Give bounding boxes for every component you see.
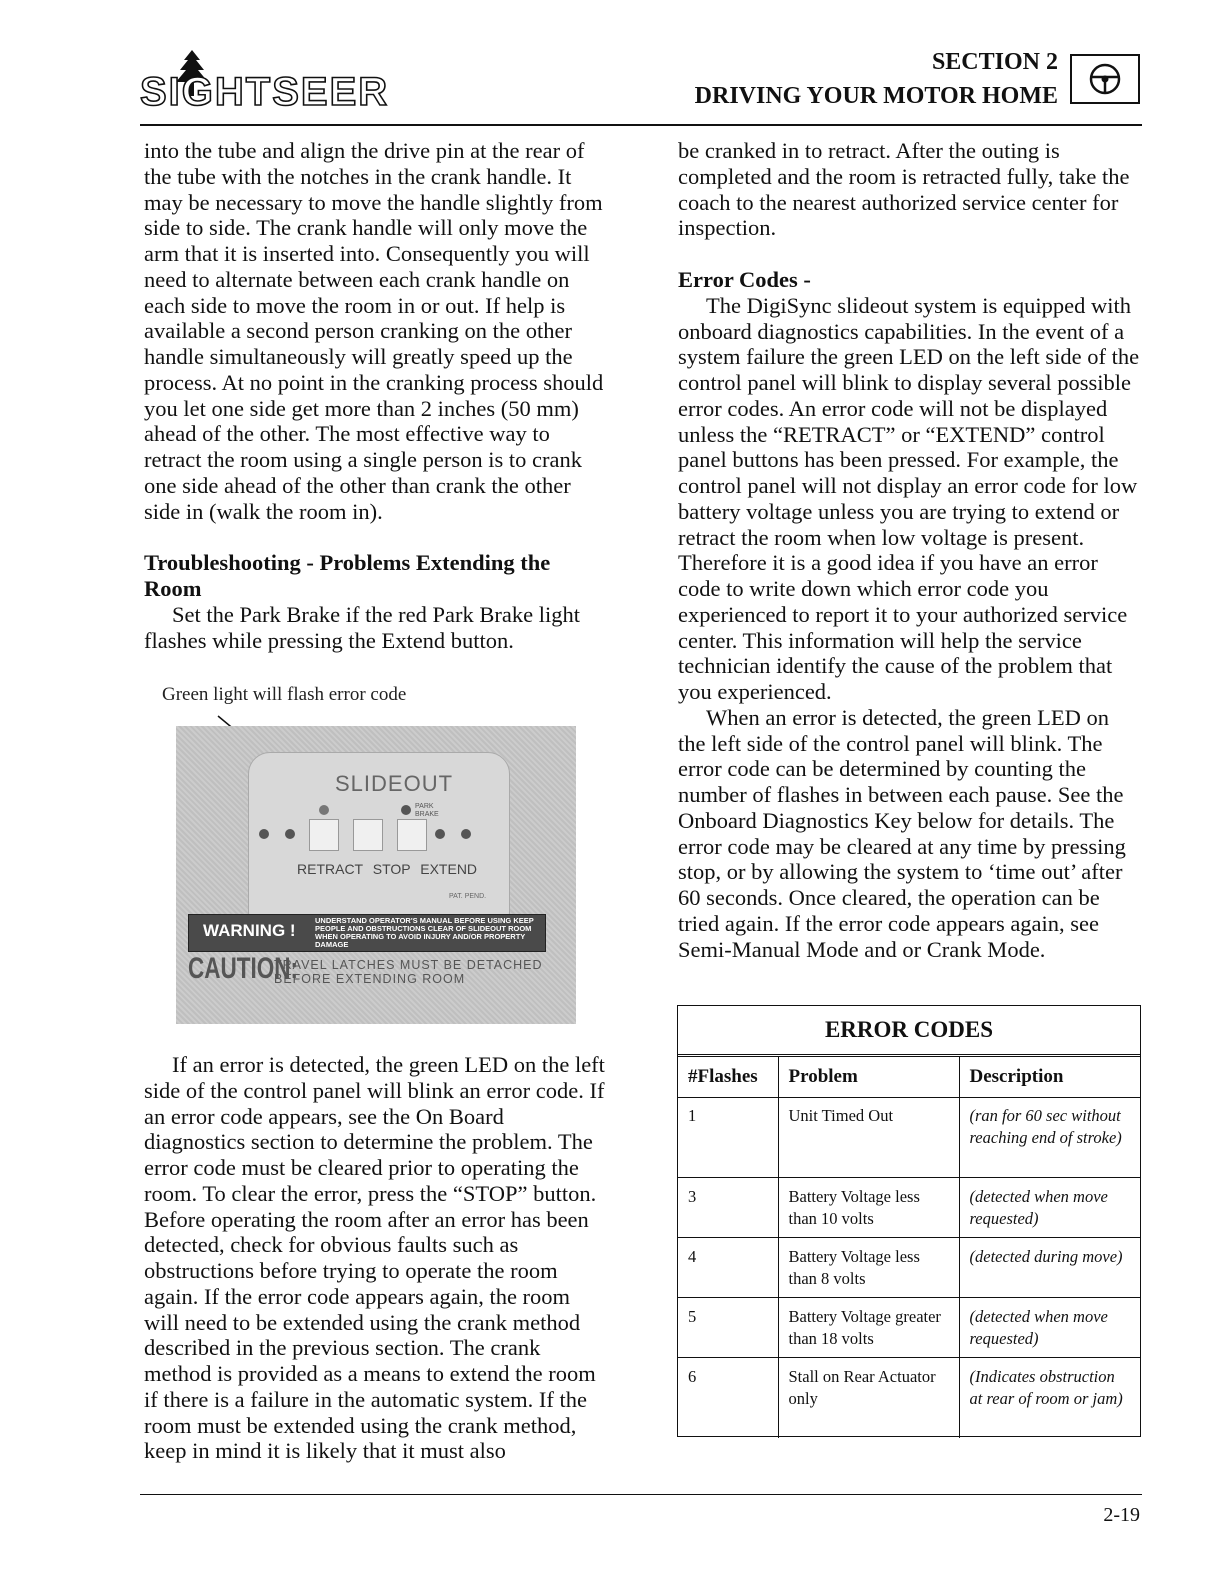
steering-wheel-icon bbox=[1088, 62, 1122, 96]
problem-cell: Stall on Rear Actuator only bbox=[778, 1358, 959, 1438]
flashes-cell: 6 bbox=[678, 1358, 778, 1438]
table-header-row bbox=[678, 1056, 1140, 1098]
description-cell: (ran for 60 sec without reaching end of stroke) bbox=[959, 1098, 1140, 1178]
body-paragraph: Set the Park Brake if the red Park Brake light flashes while pressing the Extend button. bbox=[144, 601, 581, 653]
warning-text: UNDERSTAND OPERATOR'S MANUAL BEFORE USING KEEP PEOPLE AND OBSTRUCTIONS CLEAR OF SLIDEOUT ROOM WHEN OPERATING TO AVOID INJURY AND/OR PROPERTY DAMAGE bbox=[315, 916, 534, 949]
brand-logo bbox=[140, 50, 440, 114]
body-paragraph: be cranked in to retract. After the outing is completed and the room is retracted fully, take the coach to the nearest authorized service center for inspection. bbox=[678, 138, 1130, 241]
header-cell: Problem bbox=[778, 1056, 959, 1098]
header-cell: Description bbox=[959, 1056, 1140, 1098]
error-codes-heading: Error Codes - bbox=[678, 267, 811, 292]
troubleshooting-heading: Troubleshooting - Problems Extending the Room bbox=[144, 550, 551, 601]
footer-rule bbox=[140, 1494, 1142, 1495]
header-cell: #Flashes bbox=[678, 1056, 778, 1098]
button-labels: RETRACT STOP EXTEND bbox=[297, 861, 478, 877]
caution-line: BEFORE EXTENDING ROOM bbox=[274, 972, 466, 986]
header-rule bbox=[140, 124, 1142, 126]
caution-line: TRAVEL LATCHES MUST BE DETACHED bbox=[274, 958, 543, 972]
description-cell: (Indicates obstruction at rear of room or jam) bbox=[959, 1358, 1140, 1438]
table-row bbox=[678, 1178, 1140, 1238]
control-panel-photo bbox=[176, 726, 576, 1024]
problem-cell: Unit Timed Out bbox=[778, 1098, 959, 1178]
error-table bbox=[678, 1054, 1140, 1438]
patent-label: PAT. PEND. bbox=[449, 893, 487, 900]
table-title: ERROR CODES bbox=[824, 1017, 994, 1042]
right-column bbox=[678, 138, 1142, 962]
indicator-led bbox=[285, 829, 295, 839]
body-paragraph: into the tube and align the drive pin at the rear of the tube with the notches in the crank handle. It may be necessary to move the handle slightly from side to side. The crank handle will only move the arm that it is inserted into. Consequently you will need to alternate between each crank handle on each side to move the room in or out. If help is available a second person cranking on the other handle simultaneously will greatly speed up the process. At no point in the cranking process should you let one side get more than 2 inches (50 mm) ahead of the other. The most effective way to retract the room using a single person is to crank one side ahead of the other than crank the other side in (walk the room in). bbox=[144, 138, 604, 524]
panel-title: SLIDEOUT bbox=[335, 771, 454, 796]
stop-button[interactable] bbox=[353, 819, 383, 851]
body-paragraph: If an error is detected, the green LED on the left side of the control panel will blink an error code. If an error code appears, see the On Board diagnostics section to determine the problem. The error code must be cleared prior to operating the room. To clear the error, press the “STOP” button. Before operating the room after an error has been detected, check for obvious faults such as obstructions before trying to operate the room again. If the error code appears again, the room will need to be extended using the crank method described in the previous section. The crank method is provided as a means to extend the room if there is a failure in the automatic system. If the room must be extended using the crank method, keep in mind it is likely that it must also bbox=[144, 1052, 605, 1464]
table-row bbox=[678, 1098, 1140, 1178]
problem-cell: Battery Voltage greater than 18 volts bbox=[778, 1298, 959, 1358]
flashes-cell: 4 bbox=[678, 1238, 778, 1298]
indicator-led bbox=[461, 829, 471, 839]
table-row bbox=[678, 1358, 1140, 1438]
caution-text bbox=[274, 958, 543, 986]
section-label: SECTION 2 bbox=[931, 49, 1058, 75]
logo-text: SIGHTSEER bbox=[140, 70, 390, 114]
body-paragraph: The DigiSync slideout system is equipped with onboard diagnostics capabilities. In the event of a system failure the green LED on the left side of the control panel will blink to display several possible error codes. An error code will not be displayed unless the “RETRACT” or “EXTEND” control panel buttons has been pressed. For example, the control panel will not display an error code for low battery voltage unless you are trying to extend or retract the room when low voltage is present. Therefore it is a good idea if you have an error code to write down which error code you experienced to report it to your authorized service center. This information will help the service technician identify the cause of the problem that you experienced. bbox=[678, 292, 1140, 704]
error-codes-table bbox=[677, 1005, 1141, 1437]
flashes-cell: 1 bbox=[688, 1106, 697, 1125]
table-row bbox=[678, 1238, 1140, 1298]
left-column-lower bbox=[144, 1052, 606, 1464]
table-row bbox=[678, 1298, 1140, 1358]
park-brake-label: PARK BRAKE bbox=[415, 803, 439, 818]
problem-cell: Battery Voltage less than 10 volts bbox=[778, 1178, 959, 1238]
warning-sticker bbox=[188, 914, 546, 952]
caution-label: CAUTION: bbox=[188, 952, 298, 985]
slideout-control-plate bbox=[248, 752, 510, 934]
retract-button[interactable] bbox=[309, 819, 339, 851]
problem-cell: Battery Voltage less than 8 volts bbox=[778, 1238, 959, 1298]
section-icon-box bbox=[1070, 54, 1140, 104]
park-brake-led bbox=[401, 805, 411, 815]
flashes-cell: 5 bbox=[678, 1298, 778, 1358]
description-cell: (detected when move requested) bbox=[959, 1178, 1140, 1238]
body-paragraph: When an error is detected, the green LED on the left side of the control panel will blink. The error code can be determined by counting the number of flashes in between each pause. See the Onboard Diagnostics Key below for details. The error code may be cleared at any time by pressing stop, or by allowing the system to ‘time out’ after 60 seconds. Once cleared, the operation can be tried again. If the error code appears again, see Semi-Manual Mode and or Crank Mode. bbox=[678, 704, 1126, 962]
green-led bbox=[319, 805, 329, 815]
indicator-led bbox=[259, 829, 269, 839]
extend-button[interactable] bbox=[397, 819, 427, 851]
page-number: 2-19 bbox=[1103, 1504, 1140, 1526]
photo-caption: Green light will flash error code bbox=[162, 684, 407, 705]
flashes-cell: 3 bbox=[678, 1178, 778, 1238]
warning-label: WARNING ! bbox=[203, 921, 296, 940]
section-title: DRIVING YOUR MOTOR HOME bbox=[694, 83, 1058, 109]
left-column bbox=[144, 138, 606, 653]
description-cell: (detected when move requested) bbox=[959, 1298, 1140, 1358]
description-cell: (detected during move) bbox=[959, 1238, 1140, 1298]
indicator-led bbox=[435, 829, 445, 839]
